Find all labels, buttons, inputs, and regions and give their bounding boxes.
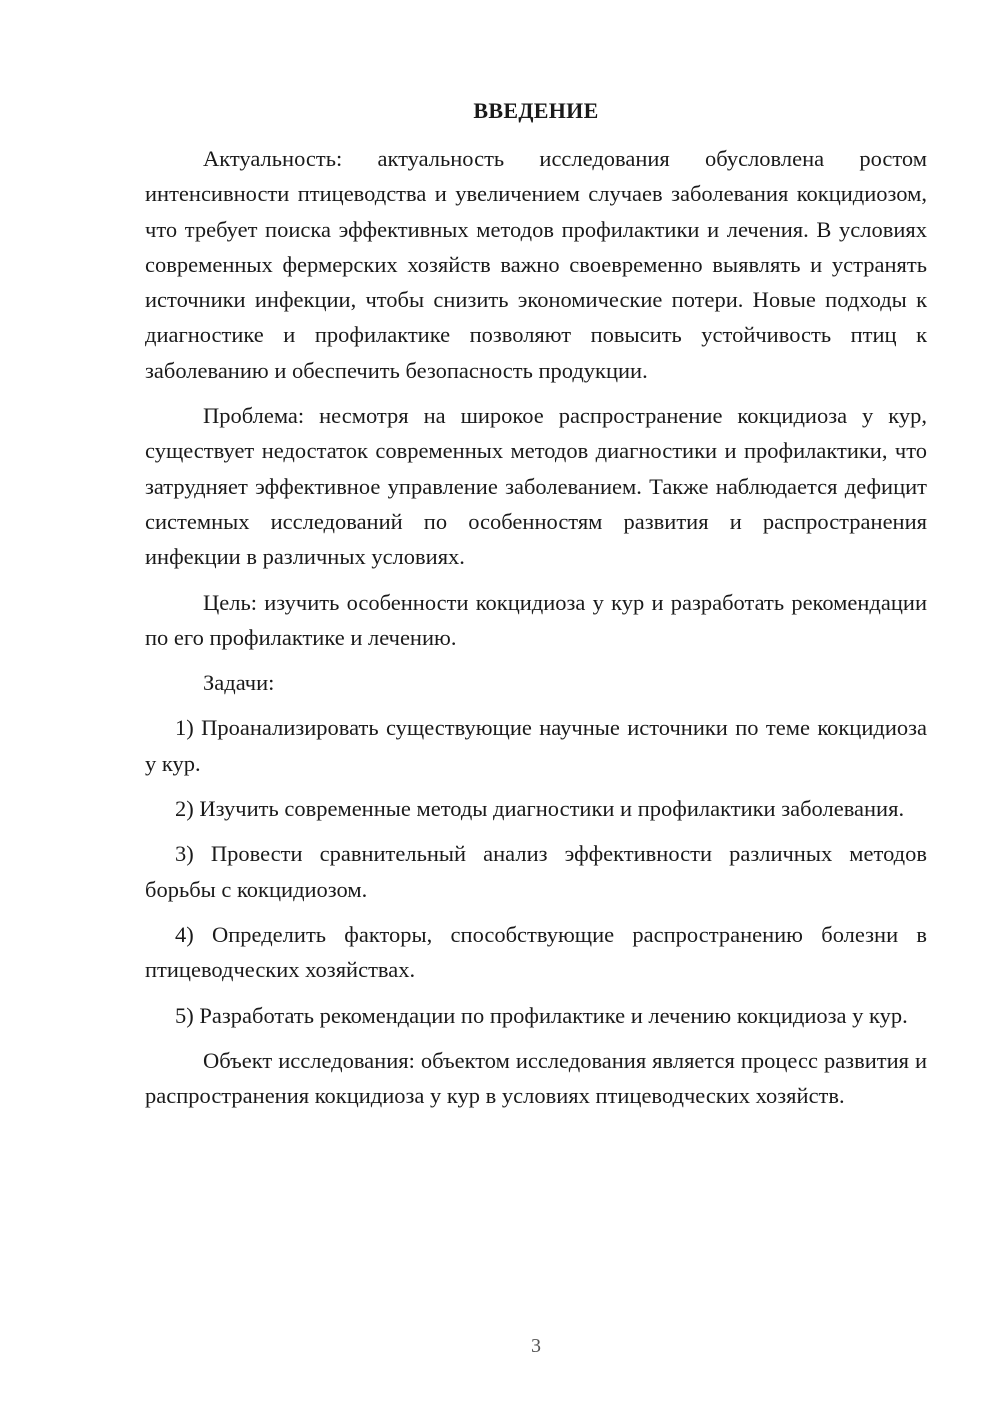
paragraph-problem: Проблема: несмотря на широкое распространение кокцидиоза у кур, существует недостаток современных методов диагностики и профилактики, что затрудняет эффективное управление заболеванием. Также наблюдается дефицит системных исследований по особенностям развития и распространения инфекции в различных условиях. xyxy=(145,403,927,570)
paragraph-goal: Цель: изучить особенности кокцидиоза у кур и разработать рекомендации по его профилактике и лечению. xyxy=(145,589,927,650)
section-heading: ВВЕДЕНИЕ xyxy=(473,98,599,123)
task-item-1: 1) Проанализировать существующие научные источники по теме кокцидиоза у кур. xyxy=(145,715,927,776)
page-number: 3 xyxy=(531,1335,541,1357)
task-item-5: 5) Разработать рекомендации по профилактике и лечению кокцидиоза у кур. xyxy=(175,1002,908,1028)
paragraph-object: Объект исследования: объектом исследования является процесс развития и распространения кокцидиоза у кур в условиях птицеводческих хозяйств. xyxy=(145,1047,927,1109)
task-item-2: 2) Изучить современные методы диагностики и профилактики заболевания. xyxy=(175,796,905,822)
task-item-3: 3) Провести сравнительный анализ эффективности различных методов борьбы с кокцидиозом. xyxy=(145,841,927,902)
paragraph-relevance: Актуальность: актуальность исследования обусловлена ростом интенсивности птицеводства и увеличением случаев заболевания кокцидиозом, что требует поиска эффективных методов профилактики и лечения. В условиях современных фермерских хозяйств важно своевременно выявлять и устранять источники инфекции, чтобы снизить экономические потери. Новые подходы к диагностике и профилактике позволяют повысить устойчивость птиц к заболеванию и обеспечить безопасность продукции. xyxy=(145,146,927,383)
tasks-label: Задачи: xyxy=(203,670,275,696)
body-text xyxy=(145,141,927,1113)
task-item-4: 4) Определить факторы, способствующие распространению болезни в птицеводческих хозяйствах. xyxy=(145,921,927,983)
